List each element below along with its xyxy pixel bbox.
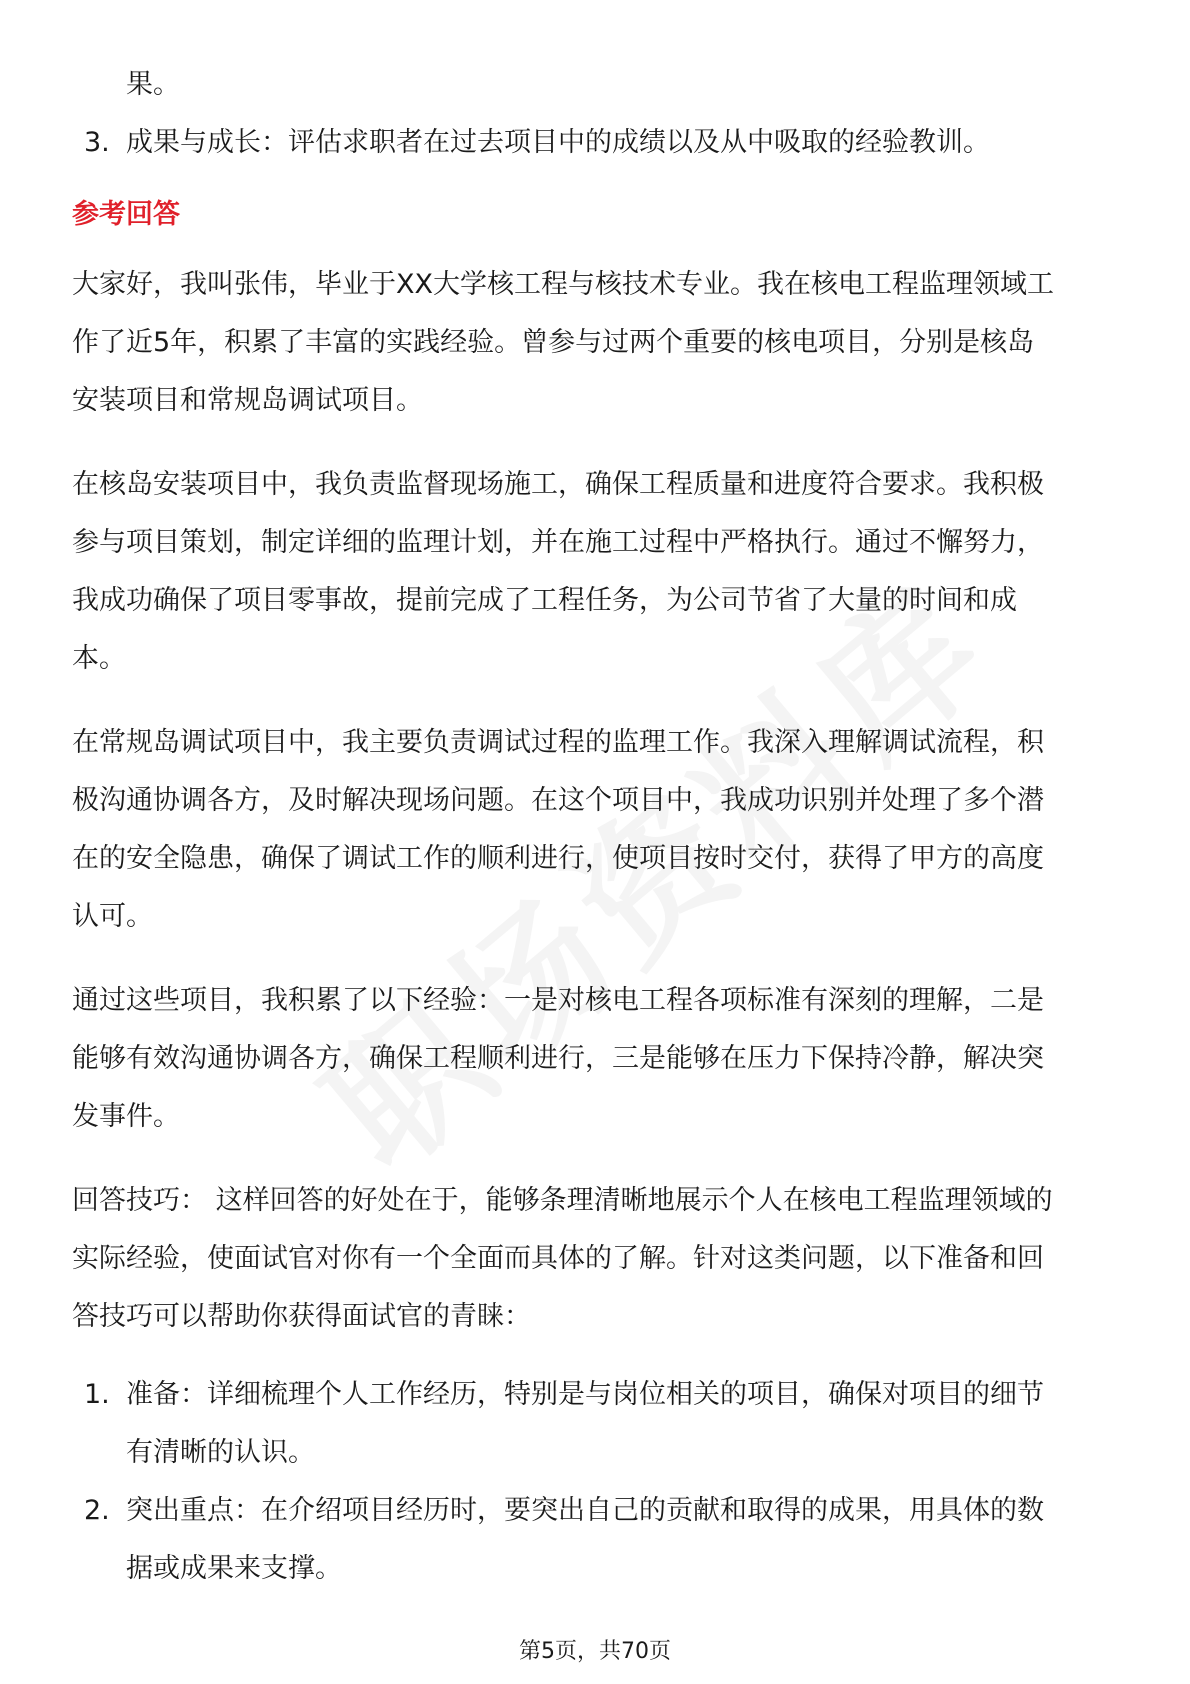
paragraph-line: 在常规岛调试项目中，我主要负责调试过程的监理工作。我深入理解调试流程，积 — [72, 727, 1044, 758]
paragraph-line: 极沟通协调各方，及时解决现场问题。在这个项目中，我成功识别并处理了多个潜 — [72, 785, 1044, 816]
paragraph-line: 作了近5年，积累了丰富的实践经验。曾参与过两个重要的核电项目，分别是核岛 — [72, 327, 1035, 358]
list-number: 1. — [84, 1379, 110, 1410]
paragraph-line: 回答技巧： 这样回答的好处在于，能够条理清晰地展示个人在核电工程监理领域的 — [72, 1185, 1053, 1216]
list-item-line — [72, 1366, 1132, 1424]
list-number: 2. — [84, 1495, 110, 1526]
paragraph-line: 实际经验，使面试官对你有一个全面而具体的了解。针对这类问题，以下准备和回 — [72, 1243, 1044, 1274]
paragraph-line: 认可。 — [72, 901, 153, 932]
page-footer: 第5页，共70页 — [519, 1639, 671, 1664]
paragraph-line: 大家好，我叫张伟，毕业于XX大学核工程与核技术专业。我在核电工程监理领域工 — [72, 269, 1054, 300]
paragraph-line: 通过这些项目，我积累了以下经验：一是对核电工程各项标准有深刻的理解，二是 — [72, 985, 1044, 1016]
tips-list-item-2 — [72, 1482, 1132, 1598]
paragraph-line: 在核岛安装项目中，我负责监督现场施工，确保工程质量和进度符合要求。我积极 — [72, 469, 1044, 500]
tips-list-item-1 — [72, 1366, 1132, 1482]
list-item-text: 突出重点：在介绍项目经历时，要突出自己的贡献和取得的成果，用具体的数 — [126, 1495, 1044, 1526]
list-item-text: 准备：详细梳理个人工作经历，特别是与岗位相关的项目，确保对项目的细节 — [126, 1379, 1044, 1410]
top-list — [72, 56, 1132, 172]
paragraph-line: 本。 — [72, 643, 126, 674]
section-heading: 参考回答 — [72, 199, 180, 230]
paragraph-line: 发事件。 — [72, 1101, 180, 1132]
paragraph-line: 答技巧可以帮助你获得面试官的青睐： — [72, 1301, 531, 1332]
list-item-3 — [72, 114, 1132, 172]
paragraph-experience — [72, 972, 1132, 1146]
tips-list — [72, 1366, 1132, 1598]
list-item-line: 有清晰的认识。 — [126, 1437, 315, 1468]
document-page — [72, 56, 1132, 1598]
list-number: 3. — [84, 127, 110, 158]
list-item-continuation: 果。 — [126, 69, 180, 100]
paragraph-line: 安装项目和常规岛调试项目。 — [72, 385, 423, 416]
paragraph-answer-tips — [72, 1172, 1132, 1346]
list-item-line — [72, 1482, 1132, 1540]
paragraph-line: 参与项目策划，制定详细的监理计划，并在施工过程中严格执行。通过不懈努力， — [72, 527, 1044, 558]
paragraph-intro — [72, 256, 1132, 430]
list-item-text: 成果与成长：评估求职者在过去项目中的成绩以及从中吸取的经验教训。 — [126, 127, 990, 158]
list-item-line: 据或成果来支撑。 — [126, 1553, 342, 1584]
paragraph-line: 在的安全隐患，确保了调试工作的顺利进行，使项目按时交付，获得了甲方的高度 — [72, 843, 1044, 874]
paragraph-line: 能够有效沟通协调各方，确保工程顺利进行，三是能够在压力下保持冷静，解决突 — [72, 1043, 1044, 1074]
paragraph-nuclear-island — [72, 456, 1132, 688]
paragraph-line: 我成功确保了项目零事故，提前完成了工程任务，为公司节省了大量的时间和成 — [72, 585, 1017, 616]
paragraph-conventional-island — [72, 714, 1132, 946]
